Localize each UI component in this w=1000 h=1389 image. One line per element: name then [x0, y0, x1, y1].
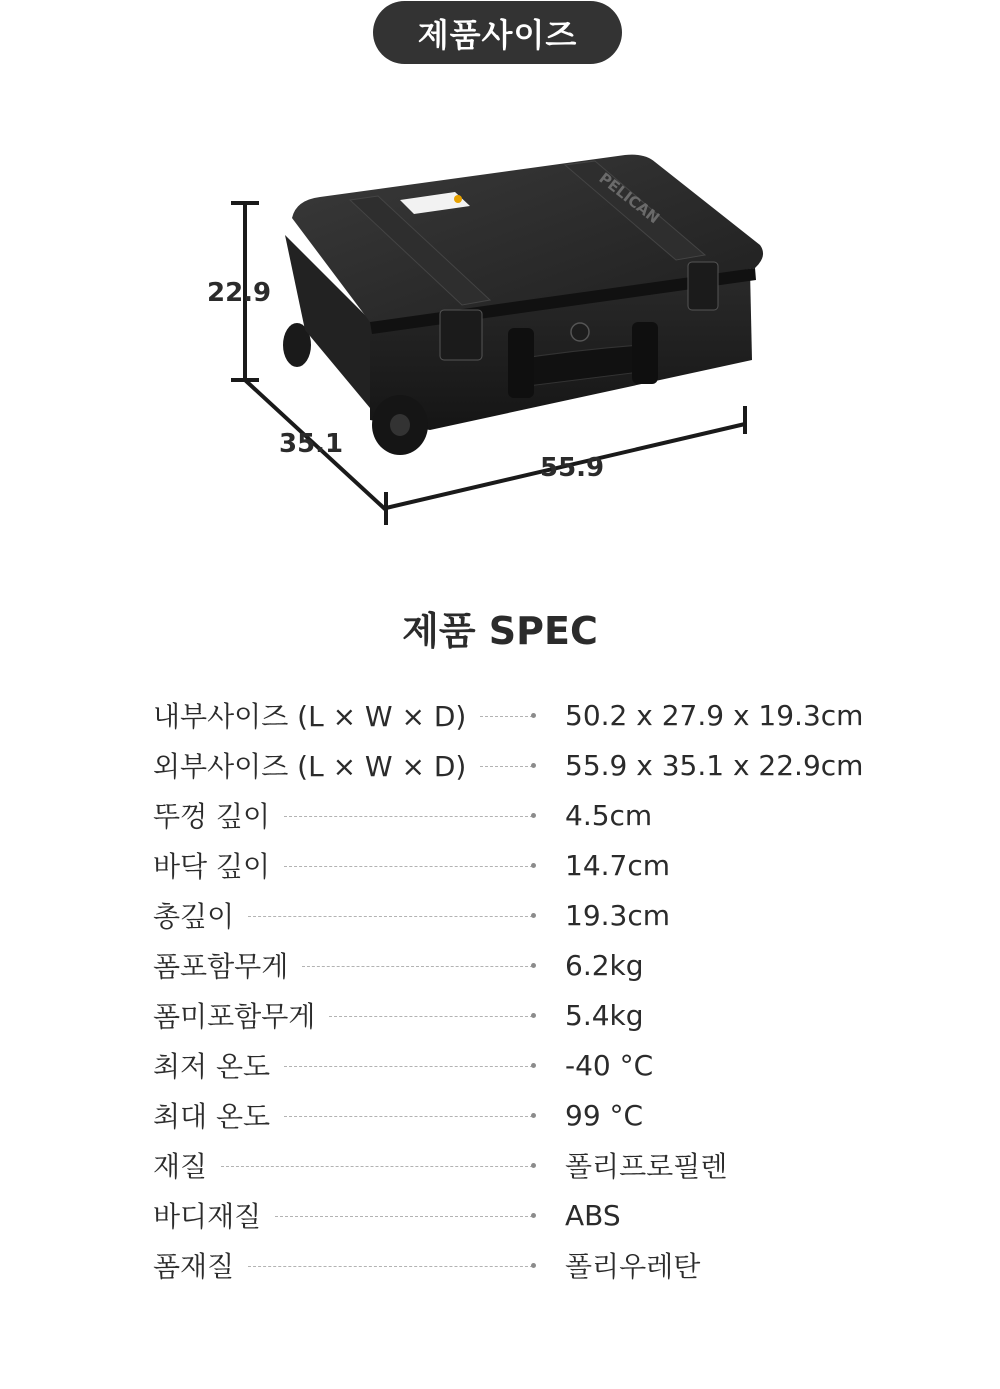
dimension-depth-label: 35.1: [279, 429, 344, 459]
spec-value: 6.2kg: [565, 948, 644, 982]
spec-list: [153, 690, 913, 1290]
dimension-width-label: 55.9: [540, 453, 605, 483]
spec-value: ABS: [565, 1198, 621, 1232]
leader-line: [248, 916, 533, 917]
spec-value: 폴리우레탄: [565, 1250, 701, 1283]
dimension-height-label: 22.9: [207, 278, 272, 308]
leader-line: [329, 1016, 533, 1017]
spec-row: [153, 1090, 913, 1140]
leader-line: [248, 1266, 533, 1267]
case-image: [283, 155, 763, 455]
leader-line: [284, 1066, 533, 1067]
spec-row: [153, 840, 913, 890]
spec-label: 총깊이: [153, 900, 235, 933]
spec-row: [153, 940, 913, 990]
spec-value: 99 °C: [565, 1098, 644, 1132]
spec-row: [153, 690, 913, 740]
brand-logo: PELICAN: [595, 168, 664, 228]
spec-row: [153, 1040, 913, 1090]
spec-title: 제품 SPEC: [402, 609, 598, 653]
leader-line: [221, 1166, 533, 1167]
spec-row: [153, 990, 913, 1040]
spec-label: 내부사이즈 (L × W × D): [153, 700, 467, 733]
spec-row: [153, 1140, 913, 1190]
spec-label: 바디재질: [153, 1200, 262, 1233]
spec-label: 폼재질: [153, 1250, 235, 1283]
spec-label: 폼포함무게: [153, 950, 289, 983]
spec-value: -40 °C: [565, 1048, 654, 1082]
leader-line: [302, 966, 533, 967]
spec-label: 최저 온도: [153, 1050, 271, 1083]
spec-value: 50.2 x 27.9 x 19.3cm: [565, 698, 864, 732]
spec-value: 폴리프로필렌: [565, 1150, 728, 1183]
spec-label: 최대 온도: [153, 1100, 271, 1133]
spec-label: 재질: [153, 1150, 208, 1183]
spec-label: 폼미포함무게: [153, 1000, 316, 1033]
leader-line: [275, 1216, 533, 1217]
spec-row: [153, 890, 913, 940]
spec-value: 5.4kg: [565, 998, 644, 1032]
spec-label: 뚜껑 깊이: [153, 800, 271, 833]
spec-value: 4.5cm: [565, 798, 653, 832]
leader-line: [284, 866, 533, 867]
spec-value: 19.3cm: [565, 898, 671, 932]
spec-row: [153, 790, 913, 840]
spec-row: [153, 740, 913, 790]
spec-label: 외부사이즈 (L × W × D): [153, 750, 467, 783]
leader-line: [480, 766, 533, 767]
leader-line: [284, 1116, 533, 1117]
spec-value: 14.7cm: [565, 848, 671, 882]
spec-row: [153, 1190, 913, 1240]
leader-line: [480, 716, 533, 717]
spec-label: 바닥 깊이: [153, 850, 271, 883]
section-title: 제품사이즈: [417, 15, 578, 54]
spec-value: 55.9 x 35.1 x 22.9cm: [565, 748, 864, 782]
product-size-figure: [0, 0, 1000, 560]
spec-row: [153, 1240, 913, 1290]
leader-line: [284, 816, 533, 817]
